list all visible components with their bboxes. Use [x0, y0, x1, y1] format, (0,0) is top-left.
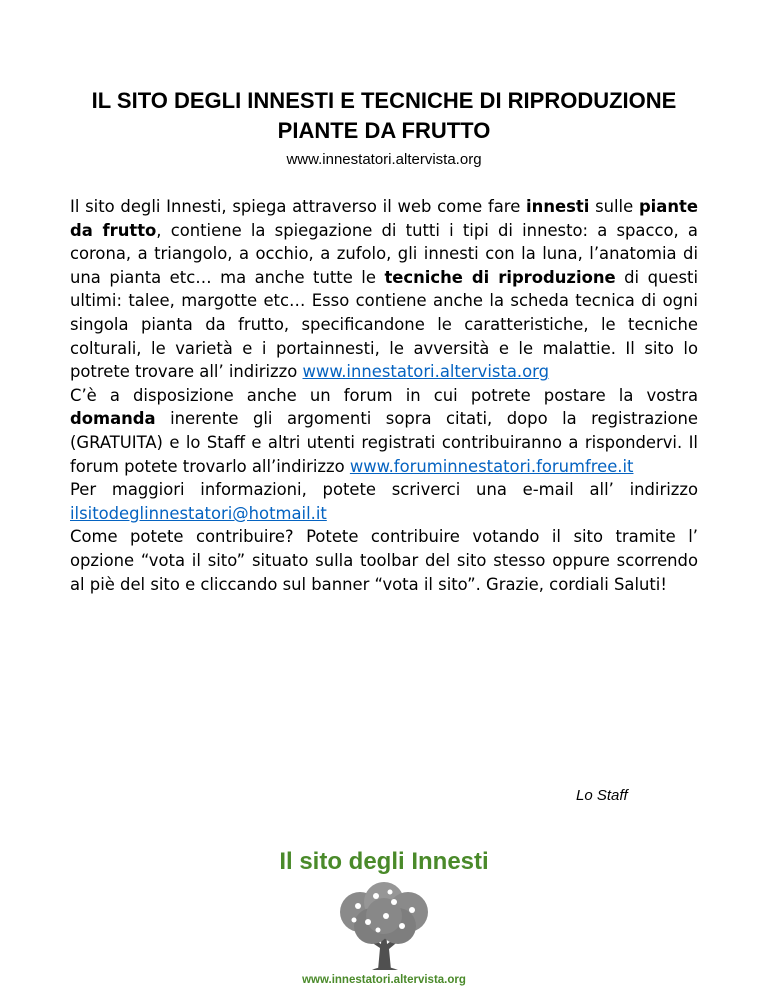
tree-logo-icon: [328, 882, 440, 972]
bold-innesti: innesti: [526, 197, 590, 216]
signature: Lo Staff: [576, 787, 628, 804]
paragraph-intro: [70, 195, 698, 384]
bold-piante-da-frutto: piante da frutto: [70, 197, 698, 240]
paragraph-contact: [70, 478, 698, 525]
site-link[interactable]: www.innestatori.altervista.org: [302, 362, 550, 382]
page-title: [60, 86, 708, 146]
body-text: [70, 195, 698, 596]
text-span: , contiene la spiegazione di tutti i tipi di innesto: a spacco, a corona, a triangolo, a occhio, a zufolo, gli innesti con la luna, l’anatomia di una pianta etc… ma anche tutte le: [70, 220, 698, 287]
logo-title: Il sito degli Innesti: [279, 848, 489, 875]
logo-url: www.innestatori.altervista.org: [302, 974, 466, 986]
text-span: Il sito degli Innesti, spiega attraverso il web come fare: [70, 197, 527, 216]
text-span: inerente gli argomenti sopra citati, dopo la registrazione (GRATUITA) e lo Staff e altri utenti registrati contribuiranno a rispondervi. Il forum potete trovarlo all’indirizzo: [70, 409, 698, 476]
title-line-2: PIANTE DA FRUTTO: [277, 118, 491, 143]
text-span: Per maggiori informazioni, potete scriverci una e-mail all’ indirizzo: [70, 480, 698, 500]
forum-link[interactable]: www.foruminnestatori.forumfree.it: [349, 456, 634, 476]
text-span: sulle: [589, 197, 639, 216]
paragraph-forum: [70, 384, 698, 478]
email-link[interactable]: ilsitodeglinnestatori@hotmail.it: [70, 503, 327, 523]
subtitle-url: www.innestatori.altervista.org: [286, 151, 482, 168]
text-span: di questi ultimi: talee, margotte etc… Esso contiene anche la scheda tecnica di ogni singola pianta da frutto, specificandone le caratteristiche, le tecniche colturali, le varietà e i portainnesti, le avversità e le malattie. Il sito lo potrete trovare all’ indirizzo: [70, 267, 699, 382]
paragraph-contribute: Come potete contribuire? Potete contribuire votando il sito tramite l’ opzione “vota il sito” situato sulla toolbar del sito stesso oppure scorrendo al piè del sito e cliccando sul banner “vota il sito”. Grazie, cordiali Saluti!: [70, 527, 698, 594]
text-span: C’è a disposizione anche un forum in cui potrete postare la vostra: [70, 385, 698, 405]
title-line-1: IL SITO DEGLI INNESTI E TECNICHE DI RIPRODUZIONE: [91, 88, 677, 113]
bold-domanda: domanda: [70, 409, 156, 429]
bold-tecniche: tecniche di riproduzione: [384, 267, 616, 287]
